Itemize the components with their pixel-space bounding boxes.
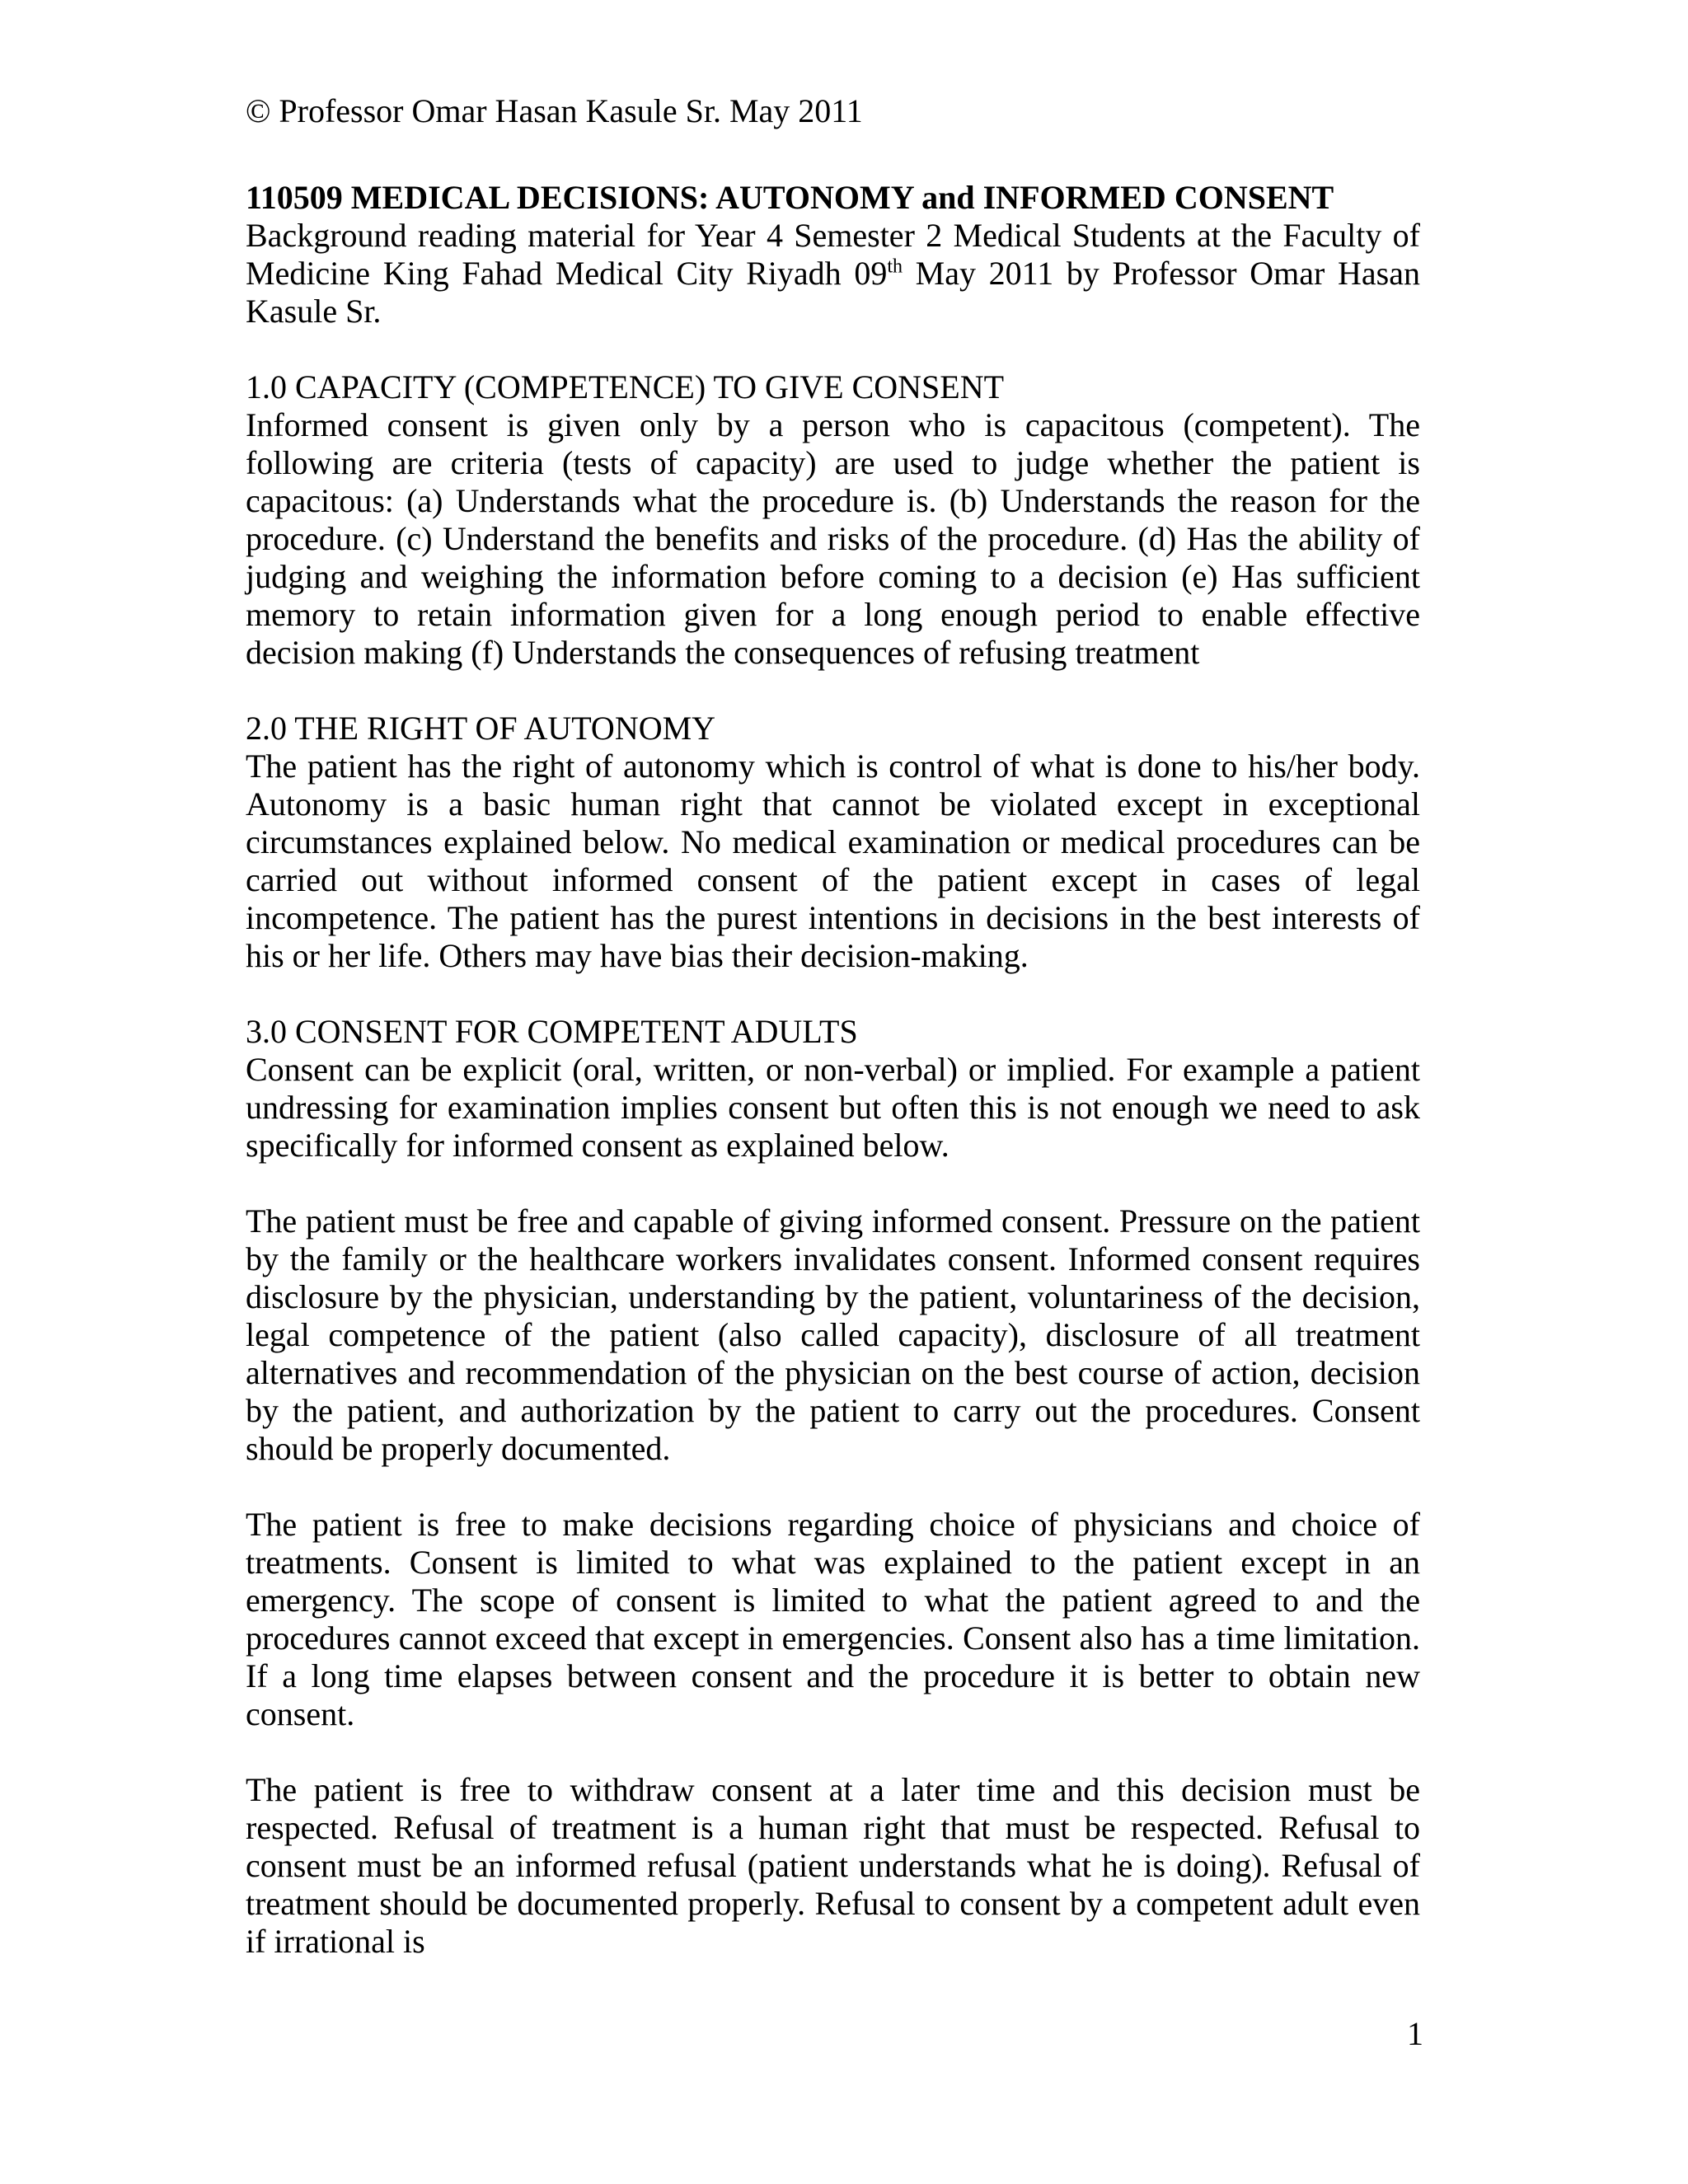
section-paragraph: The patient is free to make decisions regarding choice of physicians and choice of treatments. Consent is limited to what was explained to the patient except in an emergency. The scope of consent is limited to what the patient agreed to and the procedures cannot exceed that except in emergencies. Consent also has a time limitation. If a long time elapses between consent and the procedure it is better to obtain new consent.	[246, 1506, 1420, 1732]
document-page	[246, 92, 1420, 1961]
copyright-line: © Professor Omar Hasan Kasule Sr. May 2011	[246, 92, 863, 129]
section-heading-autonomy: 2.0 THE RIGHT OF AUTONOMY	[246, 710, 716, 747]
page-number: 1	[1407, 2015, 1423, 2052]
section-heading-capacity: 1.0 CAPACITY (COMPETENCE) TO GIVE CONSENT	[246, 368, 1005, 405]
section-paragraph: The patient must be free and capable of giving informed consent. Pressure on the patient by the family or the healthcare workers invalidates consent. Informed consent requires disclosure by the physician, understanding by the patient, voluntariness of the decision, legal competence of the patient (also called capacity), disclosure of all treatment alternatives and recommendation of the physician on the best course of action, decision by the patient, and authorization by the patient to carry out the procedures. Consent should be properly documented.	[246, 1202, 1420, 1467]
intro-text-start: Background reading material for Year 4 Semester 2 Medical Students at the Faculty of Medicine King Fahad Medical City Riyadh 09	[246, 217, 1420, 292]
section-heading-consent-competent-adults: 3.0 CONSENT FOR COMPETENT ADULTS	[246, 1013, 858, 1050]
intro-ordinal-suffix: th	[887, 255, 903, 278]
document-title: 110509 MEDICAL DECISIONS: AUTONOMY and INFORMED CONSENT	[246, 179, 1334, 216]
section-paragraph: Consent can be explicit (oral, written, or non-verbal) or implied. For example a patient undressing for examination implies consent but often this is not enough we need to ask specifically for informed consent as explained below.	[246, 1051, 1420, 1164]
document-intro	[246, 217, 1420, 330]
section-paragraph: Informed consent is given only by a person who is capacitous (competent). The following are criteria (tests of capacity) are used to judge whether the patient is capacitous: (a) Understands what the procedure is. (b) Understands the reason for the procedure. (c) Understand the benefits and risks of the procedure. (d) Has the ability of judging and weighing the information before coming to a decision (e) Has sufficient memory to retain information given for a long enough period to enable effective decision making (f) Understands the consequences of refusing treatment	[246, 406, 1420, 671]
section-paragraph: The patient has the right of autonomy which is control of what is done to his/her body. Autonomy is a basic human right that cannot be violated except in exceptional circumstances explained below. No medical examination or medical procedures can be carried out without informed consent of the patient except in cases of legal incompetence. The patient has the purest intentions in decisions in the best interests of his or her life. Others may have bias their decision-making.	[246, 748, 1420, 974]
intro-text-end: May 2011 by Professor Omar Hasan Kasule Sr.	[246, 255, 1420, 330]
section-paragraph: The patient is free to withdraw consent at a later time and this decision must be respected. Refusal of treatment is a human right that must be respected. Refusal to consent must be an informed refusal (patient understands what he is doing). Refusal of treatment should be documented properly. Refusal to consent by a competent adult even if irrational is	[246, 1771, 1420, 1960]
